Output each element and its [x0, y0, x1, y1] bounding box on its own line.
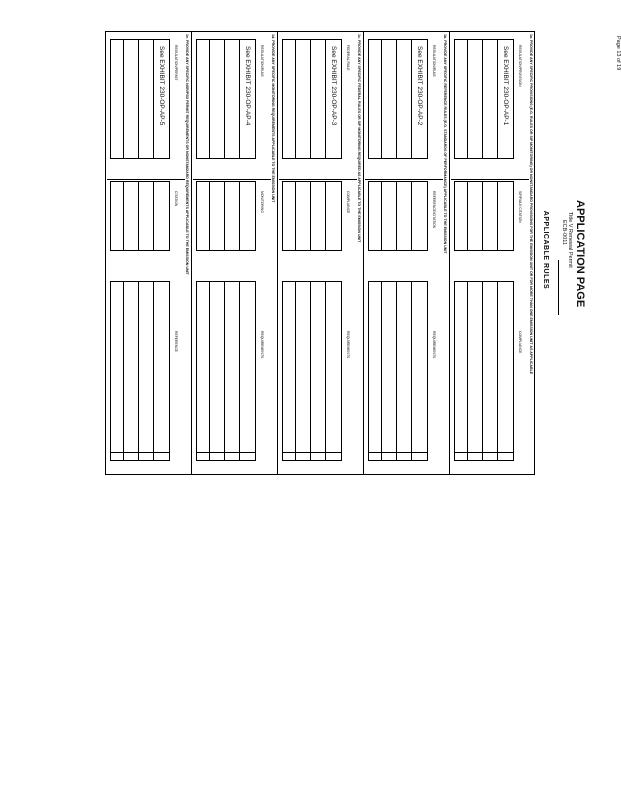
section-2-mid-grid — [368, 181, 428, 251]
section-3-col-right: REQUIREMENTS — [346, 331, 350, 359]
section-4-col-left: REGULATION/RULE — [260, 45, 264, 77]
section-4-col-mid: MONITORING — [260, 191, 264, 213]
section-4-reference: See EXHIBIT 230-OP-AP-4 — [244, 46, 251, 126]
form-inner — [105, 25, 549, 475]
page-number: Page 13 of 19 — [615, 36, 621, 71]
section-3-mid-grid — [282, 181, 342, 251]
section-1-mid-grid — [454, 181, 514, 251]
section-2-right-grid — [368, 281, 428, 461]
section-5-col-right: REFERENCE — [174, 331, 178, 352]
application-subtitle-2: ECB-0011 — [561, 220, 567, 245]
section-3 — [277, 31, 363, 475]
section-1-left-grid — [454, 39, 514, 159]
section-3-divider — [279, 179, 357, 180]
application-title: APPLICATION PAGE — [574, 200, 586, 308]
section-3-right-grid — [282, 281, 342, 461]
section-2-reference: See EXHIBIT 230-OP-AP-2 — [416, 46, 423, 126]
section-3-reference: See EXHIBIT 230-OP-AP-3 — [330, 46, 337, 126]
signature-rule — [558, 260, 559, 315]
section-4-left-grid — [196, 39, 256, 159]
section-4-divider — [193, 179, 271, 180]
section-3-col-left: FEDERAL RULE — [346, 45, 350, 71]
section-5 — [105, 31, 191, 475]
section-5-col-left: REGULATION/PERMIT — [174, 45, 178, 81]
section-1-col-mid: SIP/RULE CITATION — [518, 191, 522, 223]
section-1 — [449, 31, 535, 475]
section-5-col-mid: CITATION — [174, 191, 178, 207]
section-4-right-grid — [196, 281, 256, 461]
section-1-divider — [451, 179, 529, 180]
section-3-col-mid: COMPLIANCE — [346, 191, 350, 214]
section-1-right-grid — [454, 281, 514, 461]
section-2-title: 1b. PROVIDE ANY SPECIFIC REFERENCE RULES (E.G. STANDARDS OF PERFORMANCE) APPLICABLE TO THE EMISSION UNIT — [443, 34, 447, 254]
section-2 — [363, 31, 449, 475]
section-2-col-mid: REFERENCE/CITATION — [432, 191, 436, 229]
section-2-col-right: REQUIREMENTS — [432, 331, 436, 359]
section-5-mid-grid — [110, 181, 170, 251]
section-1-col-right: COMPLIANCE — [518, 331, 522, 354]
section-1-col-left: REGULATION/PROVISION — [518, 45, 522, 87]
section-4-col-right: REQUIREMENTS — [260, 331, 264, 359]
section-3-left-grid — [282, 39, 342, 159]
section-5-divider — [107, 179, 185, 180]
section-1-reference: See EXHIBIT 230-OP-AP-1 — [502, 46, 509, 126]
section-1-title: 1a. PROVIDE ANY SPECIFIC PROVISIONS (E.G. RULES OR SIP MONITORING) OR NONSTANDARD PROVISIONS FOR THE EMISSION UNIT OR FOR MORE THAN ONE EMISSION UNIT AS APPLICABLE — [529, 34, 533, 375]
section-4-mid-grid — [196, 181, 256, 251]
section-2-left-grid — [368, 39, 428, 159]
section-5-right-grid — [110, 281, 170, 461]
section-5-left-grid — [110, 39, 170, 159]
section-4-title: 1d. PROVIDE ANY SPECIFIC MONITORING REQUIREMENTS APPLICABLE TO THE EMISSION UNIT — [271, 34, 275, 203]
section-2-divider — [365, 179, 443, 180]
section-2-col-left: REGULATION/RULE — [432, 45, 436, 77]
applicable-rules-form — [85, 25, 549, 455]
page-heading: APPLICABLE RULES — [542, 210, 549, 290]
section-3-title: 1c. PROVIDE ANY SPECIFIC FEDERAL RULES OR SIP MONITORING REQUIRED AS APPLICABLE TO THE EMISSION UNIT — [357, 34, 361, 243]
section-5-title: 1e. PROVIDE ANY SPECIFIC NSR/PSD PERMIT REQUIREMENTS OR NONSTANDARD REQUIREMENTS APPLICABLE TO THE EMISSION UNIT — [185, 34, 189, 275]
application-subtitle-1: Title V Renewal Permit — [567, 212, 573, 268]
section-5-reference: See EXHIBIT 230-OP-AP-5 — [158, 46, 165, 126]
section-4 — [191, 31, 277, 475]
